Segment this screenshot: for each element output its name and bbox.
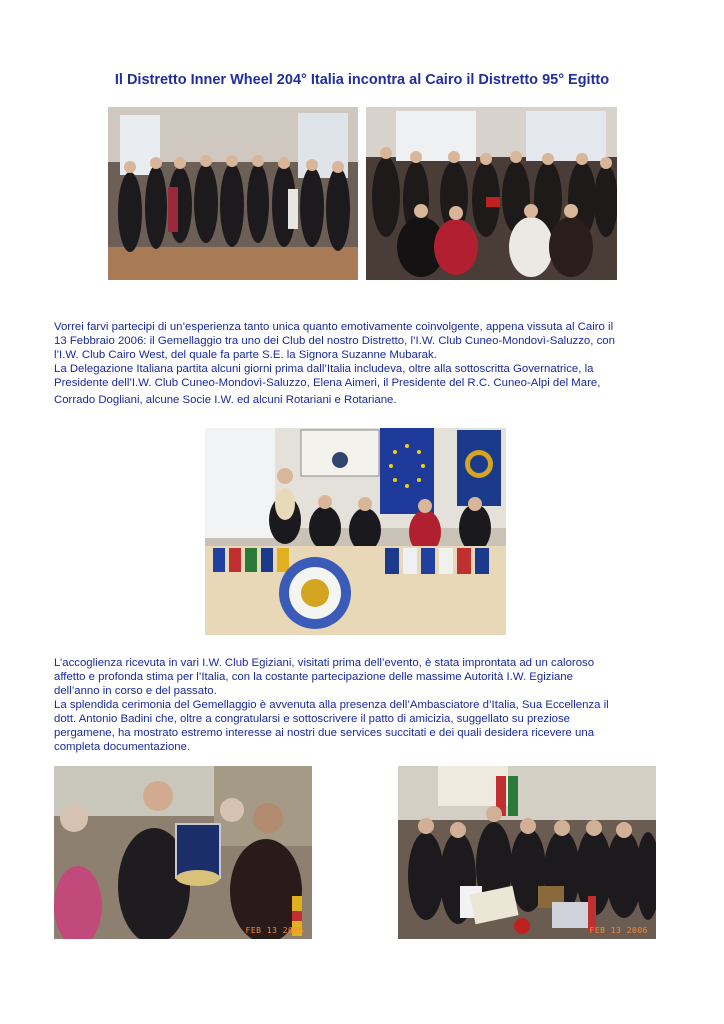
photo-group-standing — [108, 107, 358, 280]
text-line: La splendida cerimonia del Gemellaggio è avvenuta alla presenza dell’Ambasciatore d’Italia, Sua Eccellenza il — [54, 699, 609, 711]
text-line: Presidente dell’I.W. Club Cuneo-Mondovì-Saluzzo, Elena Aimeri, il Presidente del R.C. Cuneo-Alpi del Mare, — [54, 377, 601, 389]
text-line: pergamene, ha mostrato estremo interesse ai nostri due services succitati e dei quali desidera ricevere una — [54, 727, 595, 739]
photo-plaque-exchange — [54, 766, 312, 939]
text-line: Vorrei farvi partecipi di un’esperienza tanto unica quanto emotivamente coinvolgente, appena vissuta al Cairo il — [54, 321, 614, 333]
ceremony-paragraph — [54, 656, 670, 754]
intro-paragraph — [54, 320, 670, 407]
text-line: Corrado Dogliani, alcune Socie I.W. ed alcuni Rotariani e Rotariane. — [54, 394, 397, 406]
text-line: dott. Antonio Badini che, oltre a congratularsi e sottoscrivere il patto di amicizia, suggellato su preziose — [54, 713, 571, 725]
text-line: L’accoglienza ricevuta in vari I.W. Club Egiziani, visitati prima dell’evento, è stata improntata ad un caloroso — [54, 657, 595, 669]
text-line: l’I.W. Club Cairo West, del quale fa parte S.E. la Signora Suzanne Mubarak. — [54, 349, 437, 361]
text-line: La Delegazione Italiana partita alcuni giorni prima dall’Italia includeva, oltre alla sottoscritta Governatrice, la — [54, 363, 594, 375]
text-line: completa documentazione. — [54, 741, 191, 753]
date-stamp: FEB 13 2006 — [589, 926, 648, 935]
photo-head-table — [205, 428, 506, 635]
page-title: Il Distretto Inner Wheel 204° Italia incontra al Cairo il Distretto 95° Egitto — [114, 72, 610, 88]
text-line: affetto e profonda stima per l’Italia, con la costante partecipazione delle massime Autorità I.W. Egiziane — [54, 671, 573, 683]
photo-parchment-signing — [398, 766, 656, 939]
text-line: 13 Febbraio 2006: il Gemellaggio tra uno dei Club del nostro Distretto, l’I.W. Club Cuneo-Mondovì-Saluzzo, con — [54, 335, 615, 347]
date-stamp: FEB 13 2006 — [245, 926, 304, 935]
text-line: dell’anno in corso e del passato. — [54, 685, 217, 697]
photo-group-seated — [366, 107, 617, 280]
